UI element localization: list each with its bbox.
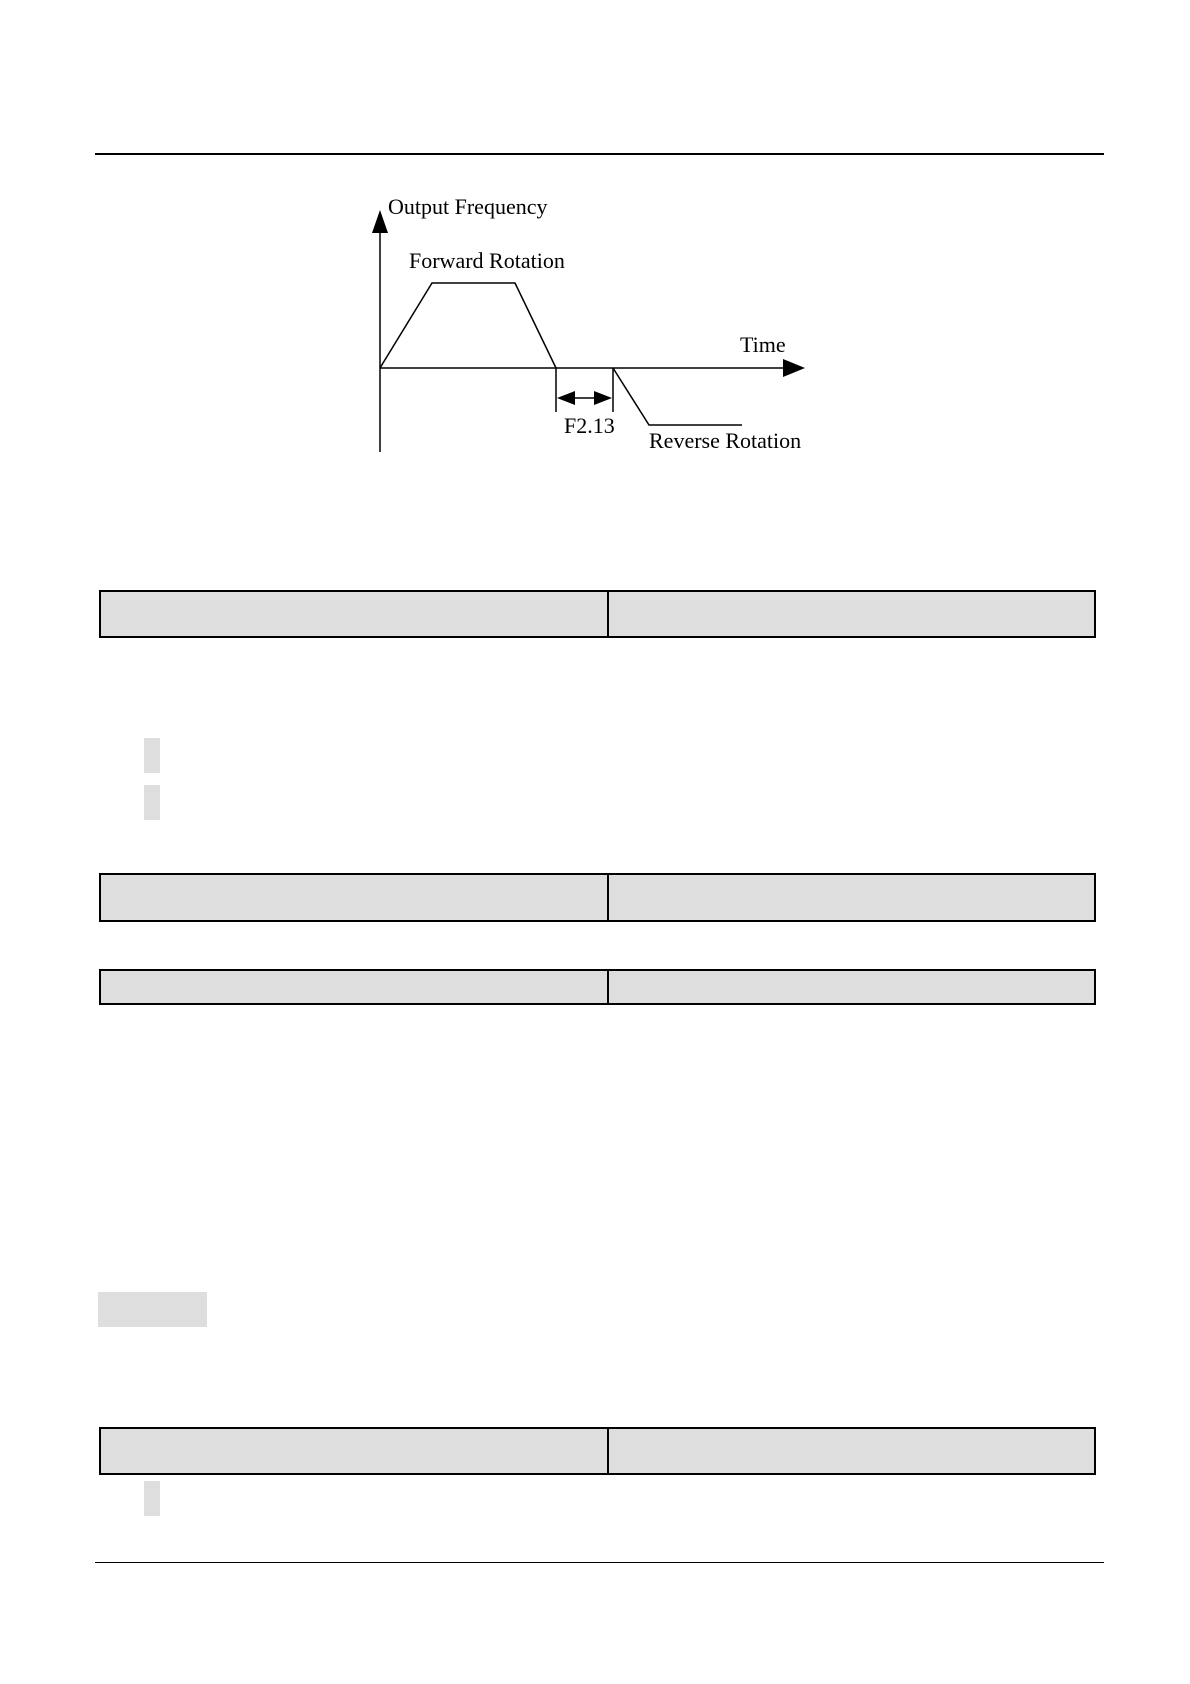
reverse-rotation-curve <box>613 368 742 425</box>
parameter-table-1 <box>99 590 1096 638</box>
parameter-table-3 <box>99 969 1096 1005</box>
parameter-name-cell <box>101 875 609 920</box>
parameter-table-4 <box>99 1427 1096 1475</box>
parameter-name-cell <box>101 592 609 636</box>
list-marker <box>144 785 160 820</box>
list-marker <box>144 738 160 773</box>
parameter-table-2 <box>99 873 1096 922</box>
parameter-name-cell <box>101 1429 609 1473</box>
interval-arrow-right <box>594 391 612 405</box>
y-axis-arrow <box>372 210 388 233</box>
x-axis-label: Time <box>740 332 786 357</box>
x-axis-arrow <box>783 359 805 377</box>
forward-rotation-label: Forward Rotation <box>409 248 565 273</box>
forward-rotation-curve <box>380 283 556 368</box>
interval-label: F2.13 <box>564 413 615 438</box>
parameter-value-cell <box>609 971 1094 1003</box>
interval-arrow-left <box>557 391 575 405</box>
section-heading-block <box>98 1292 207 1327</box>
forward-reverse-deadtime-diagram <box>0 0 1190 470</box>
parameter-value-cell <box>609 875 1094 920</box>
footer-rule <box>95 1562 1104 1563</box>
parameter-name-cell <box>101 971 609 1003</box>
parameter-value-cell <box>609 1429 1094 1473</box>
list-marker <box>144 1481 160 1516</box>
reverse-rotation-label: Reverse Rotation <box>649 428 802 453</box>
y-axis-label: Output Frequency <box>388 194 548 219</box>
parameter-value-cell <box>609 592 1094 636</box>
